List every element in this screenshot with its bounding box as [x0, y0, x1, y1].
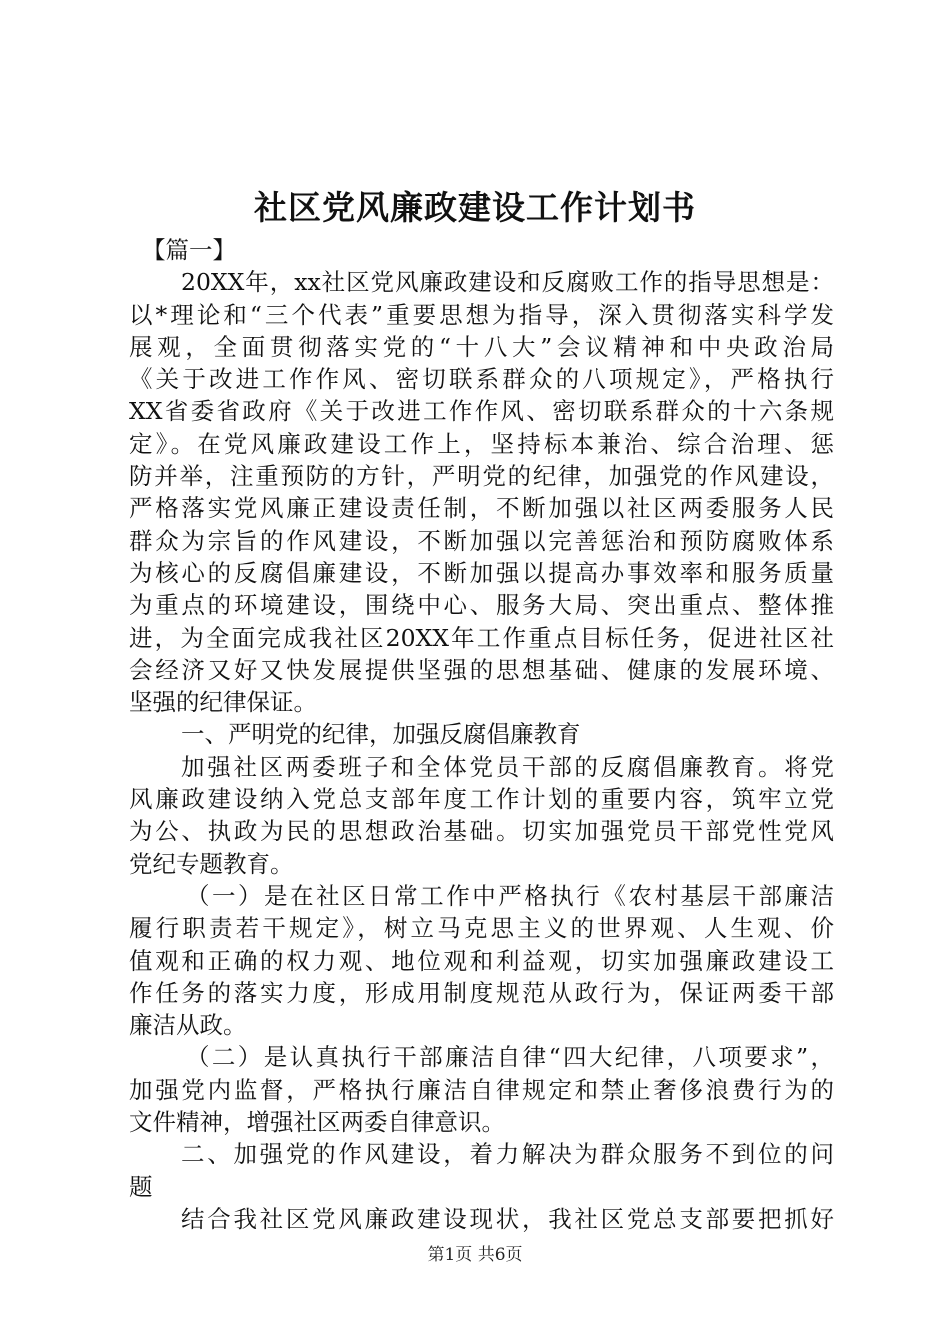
paragraph-line: 会经济又好又快发展提供坚强的思想基础、健康的发展环境、 — [129, 655, 834, 684]
paragraph-line: 廉洁从政。 — [129, 1011, 247, 1040]
paragraph-line: 结合我社区党风廉政建设现状，我社区党总支部要把抓好 — [181, 1204, 834, 1233]
paragraph-line: 群众为宗旨的作风建设，不断加强以完善惩治和预防腐败体系 — [129, 526, 834, 555]
document-body — [129, 234, 834, 1235]
paragraph-line: 进，为全面完成我社区20XX年工作重点目标任务，促进社区社 — [129, 623, 834, 652]
section-heading: 二、加强党的作风建设，着力解决为群众服务不到位的问 — [181, 1140, 834, 1169]
paragraph-line: 定》。在党风廉政建设工作上，坚持标本兼治、综合治理、惩 — [129, 429, 834, 458]
paragraph-line: XX省委省政府《关于改进工作作风、密切联系群众的十六条规 — [129, 397, 834, 426]
page-number: 第1页 共6页 — [427, 1245, 523, 1265]
paragraph-line: 为公、执政为民的思想政治基础。切实加强党员干部党性党风 — [129, 817, 834, 846]
paragraph-line: 坚强的纪律保证。 — [129, 688, 317, 717]
paragraph-line: 作任务的落实力度，形成用制度规范从政行为，保证两委干部 — [129, 978, 834, 1007]
paragraph-line: 《关于改进工作作风、密切联系群众的八项规定》，严格执行 — [129, 365, 834, 394]
paragraph-line: （二）是认真执行干部廉洁自律“四大纪律，八项要求”， — [186, 1043, 834, 1072]
paragraph-line: 加强党内监督，严格执行廉洁自律规定和禁止奢侈浪费行为的 — [129, 1075, 834, 1104]
paragraph-line: 严格落实党风廉正建设责任制，不断加强以社区两委服务人民 — [129, 494, 834, 523]
paragraph-line: 党纪专题教育。 — [129, 849, 294, 878]
section-label: 【篇一】 — [142, 236, 236, 264]
paragraph-line: 展观，全面贯彻落实党的“十八大”会议精神和中央政治局 — [129, 332, 834, 361]
paragraph-line: 为核心的反腐倡廉建设，不断加强以提高办事效率和服务质量 — [129, 558, 834, 587]
paragraph-line: 履行职责若干规定》，树立马克思主义的世界观、人生观、价 — [129, 914, 834, 943]
document-title: 社区党风廉政建设工作计划书 — [254, 188, 696, 227]
paragraph-line: 风廉政建设纳入党总支部年度工作计划的重要内容，筑牢立党 — [129, 785, 834, 814]
paragraph-line: 为重点的环境建设，围绕中心、服务大局、突出重点、整体推 — [129, 591, 834, 620]
paragraph-line: 文件精神，增强社区两委自律意识。 — [129, 1108, 505, 1137]
paragraph-line: （一）是在社区日常工作中严格执行《农村基层干部廉洁 — [186, 881, 834, 910]
section-heading-continued: 题 — [129, 1172, 153, 1201]
paragraph-line: 防并举，注重预防的方针，严明党的纪律，加强党的作风建设， — [129, 462, 834, 491]
paragraph-line: 20XX年，xx社区党风廉政建设和反腐败工作的指导思想是： — [181, 268, 834, 297]
paragraph-line: 值观和正确的权力观、地位观和利益观，切实加强廉政建设工 — [129, 946, 834, 975]
section-heading: 一、严明党的纪律，加强反腐倡廉教育 — [181, 720, 581, 749]
paragraph-line: 以*理论和“三个代表”重要思想为指导，深入贯彻落实科学发 — [129, 300, 834, 329]
paragraph-line: 加强社区两委班子和全体党员干部的反腐倡廉教育。将党 — [181, 752, 834, 781]
